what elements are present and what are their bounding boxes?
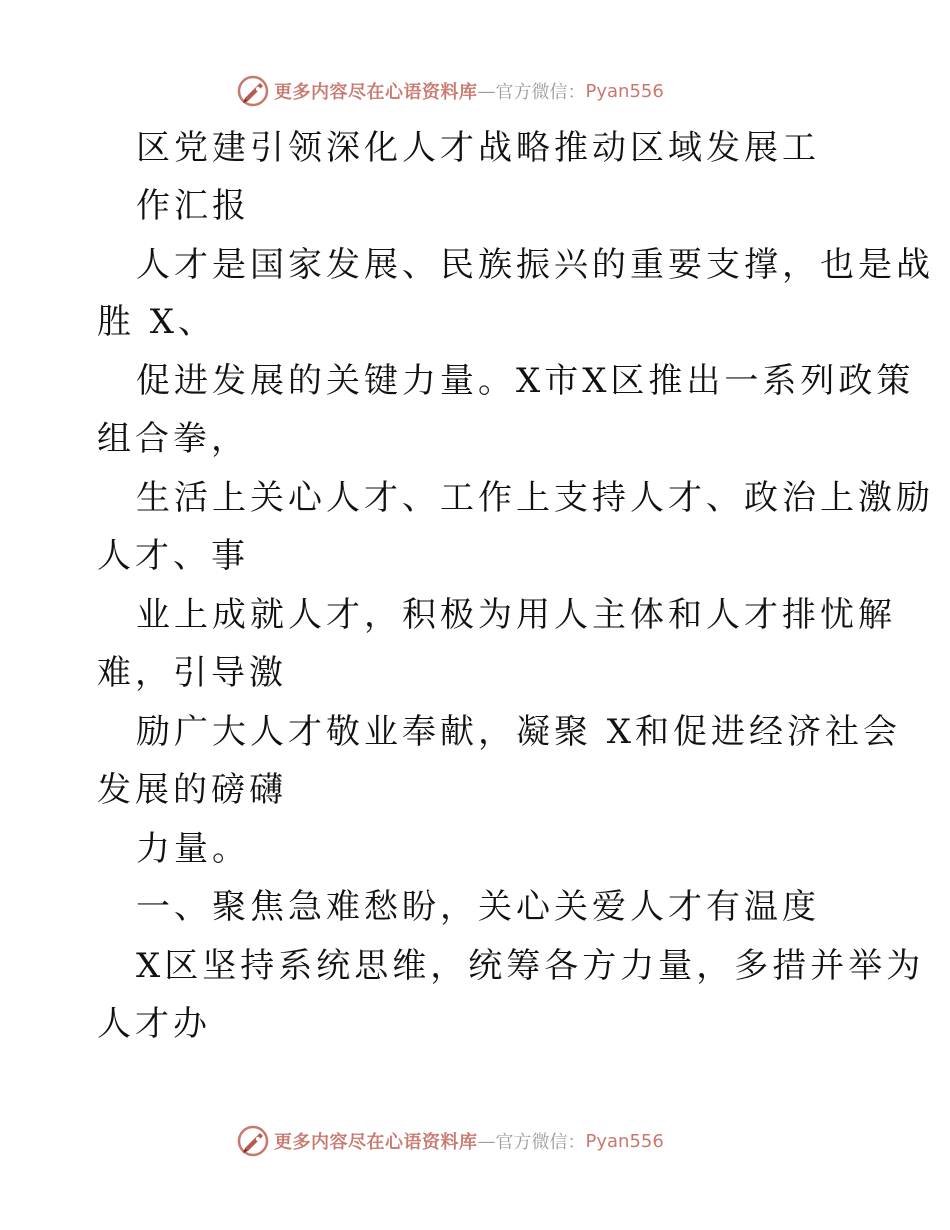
watermark-wechat-id: Pyan556: [585, 1130, 664, 1152]
section-heading: 一、聚焦急难愁盼，关心关爱人才有温度: [136, 887, 820, 927]
document-title-line-2: 作汇报: [136, 186, 250, 226]
watermark-sub-text: 官方微信：: [495, 82, 586, 103]
watermark-main-text: 更多内容尽在心语资料库: [274, 1132, 478, 1153]
watermark-dash: —: [477, 1130, 496, 1152]
paragraph-line: 促进发展的关键力量。X市X区推出一系列政策: [136, 361, 915, 401]
paragraph-line: 人才办: [97, 1004, 211, 1044]
brand-logo-icon: [236, 74, 270, 108]
paragraph-line: 力量。: [136, 829, 250, 869]
paragraph-line: 组合拳，: [97, 419, 249, 459]
watermark-sub-text: 官方微信：: [495, 1132, 586, 1153]
paragraph-line: 人才是国家发展、民族振兴的重要支撑，也是战: [136, 245, 934, 285]
footer-watermark: [236, 1121, 664, 1161]
paragraph-line: 业上成就人才，积极为用人主体和人才排忧解: [136, 595, 896, 635]
brand-logo-icon: [236, 1124, 270, 1158]
paragraph-line: 人才、事: [97, 536, 249, 576]
watermark-main-text: 更多内容尽在心语资料库: [274, 82, 478, 103]
paragraph-line: 励广大人才敬业奉献，凝聚 X和促进经济社会: [136, 712, 902, 752]
paragraph-line: 胜 X、: [97, 302, 217, 342]
watermark-dash: —: [477, 80, 496, 102]
document-title-line-1: 区党建引领深化人才战略推动区域发展工: [136, 128, 820, 168]
header-watermark: [236, 71, 664, 111]
paragraph-line: 发展的磅礴: [97, 770, 287, 810]
watermark-wechat-id: Pyan556: [585, 80, 664, 102]
paragraph-line: 生活上关心人才、工作上支持人才、政治上激励: [136, 478, 934, 518]
paragraph-line: X区坚持系统思维，统筹各方力量，多措并举为: [136, 946, 925, 986]
paragraph-line: 难，引导激: [97, 653, 287, 693]
